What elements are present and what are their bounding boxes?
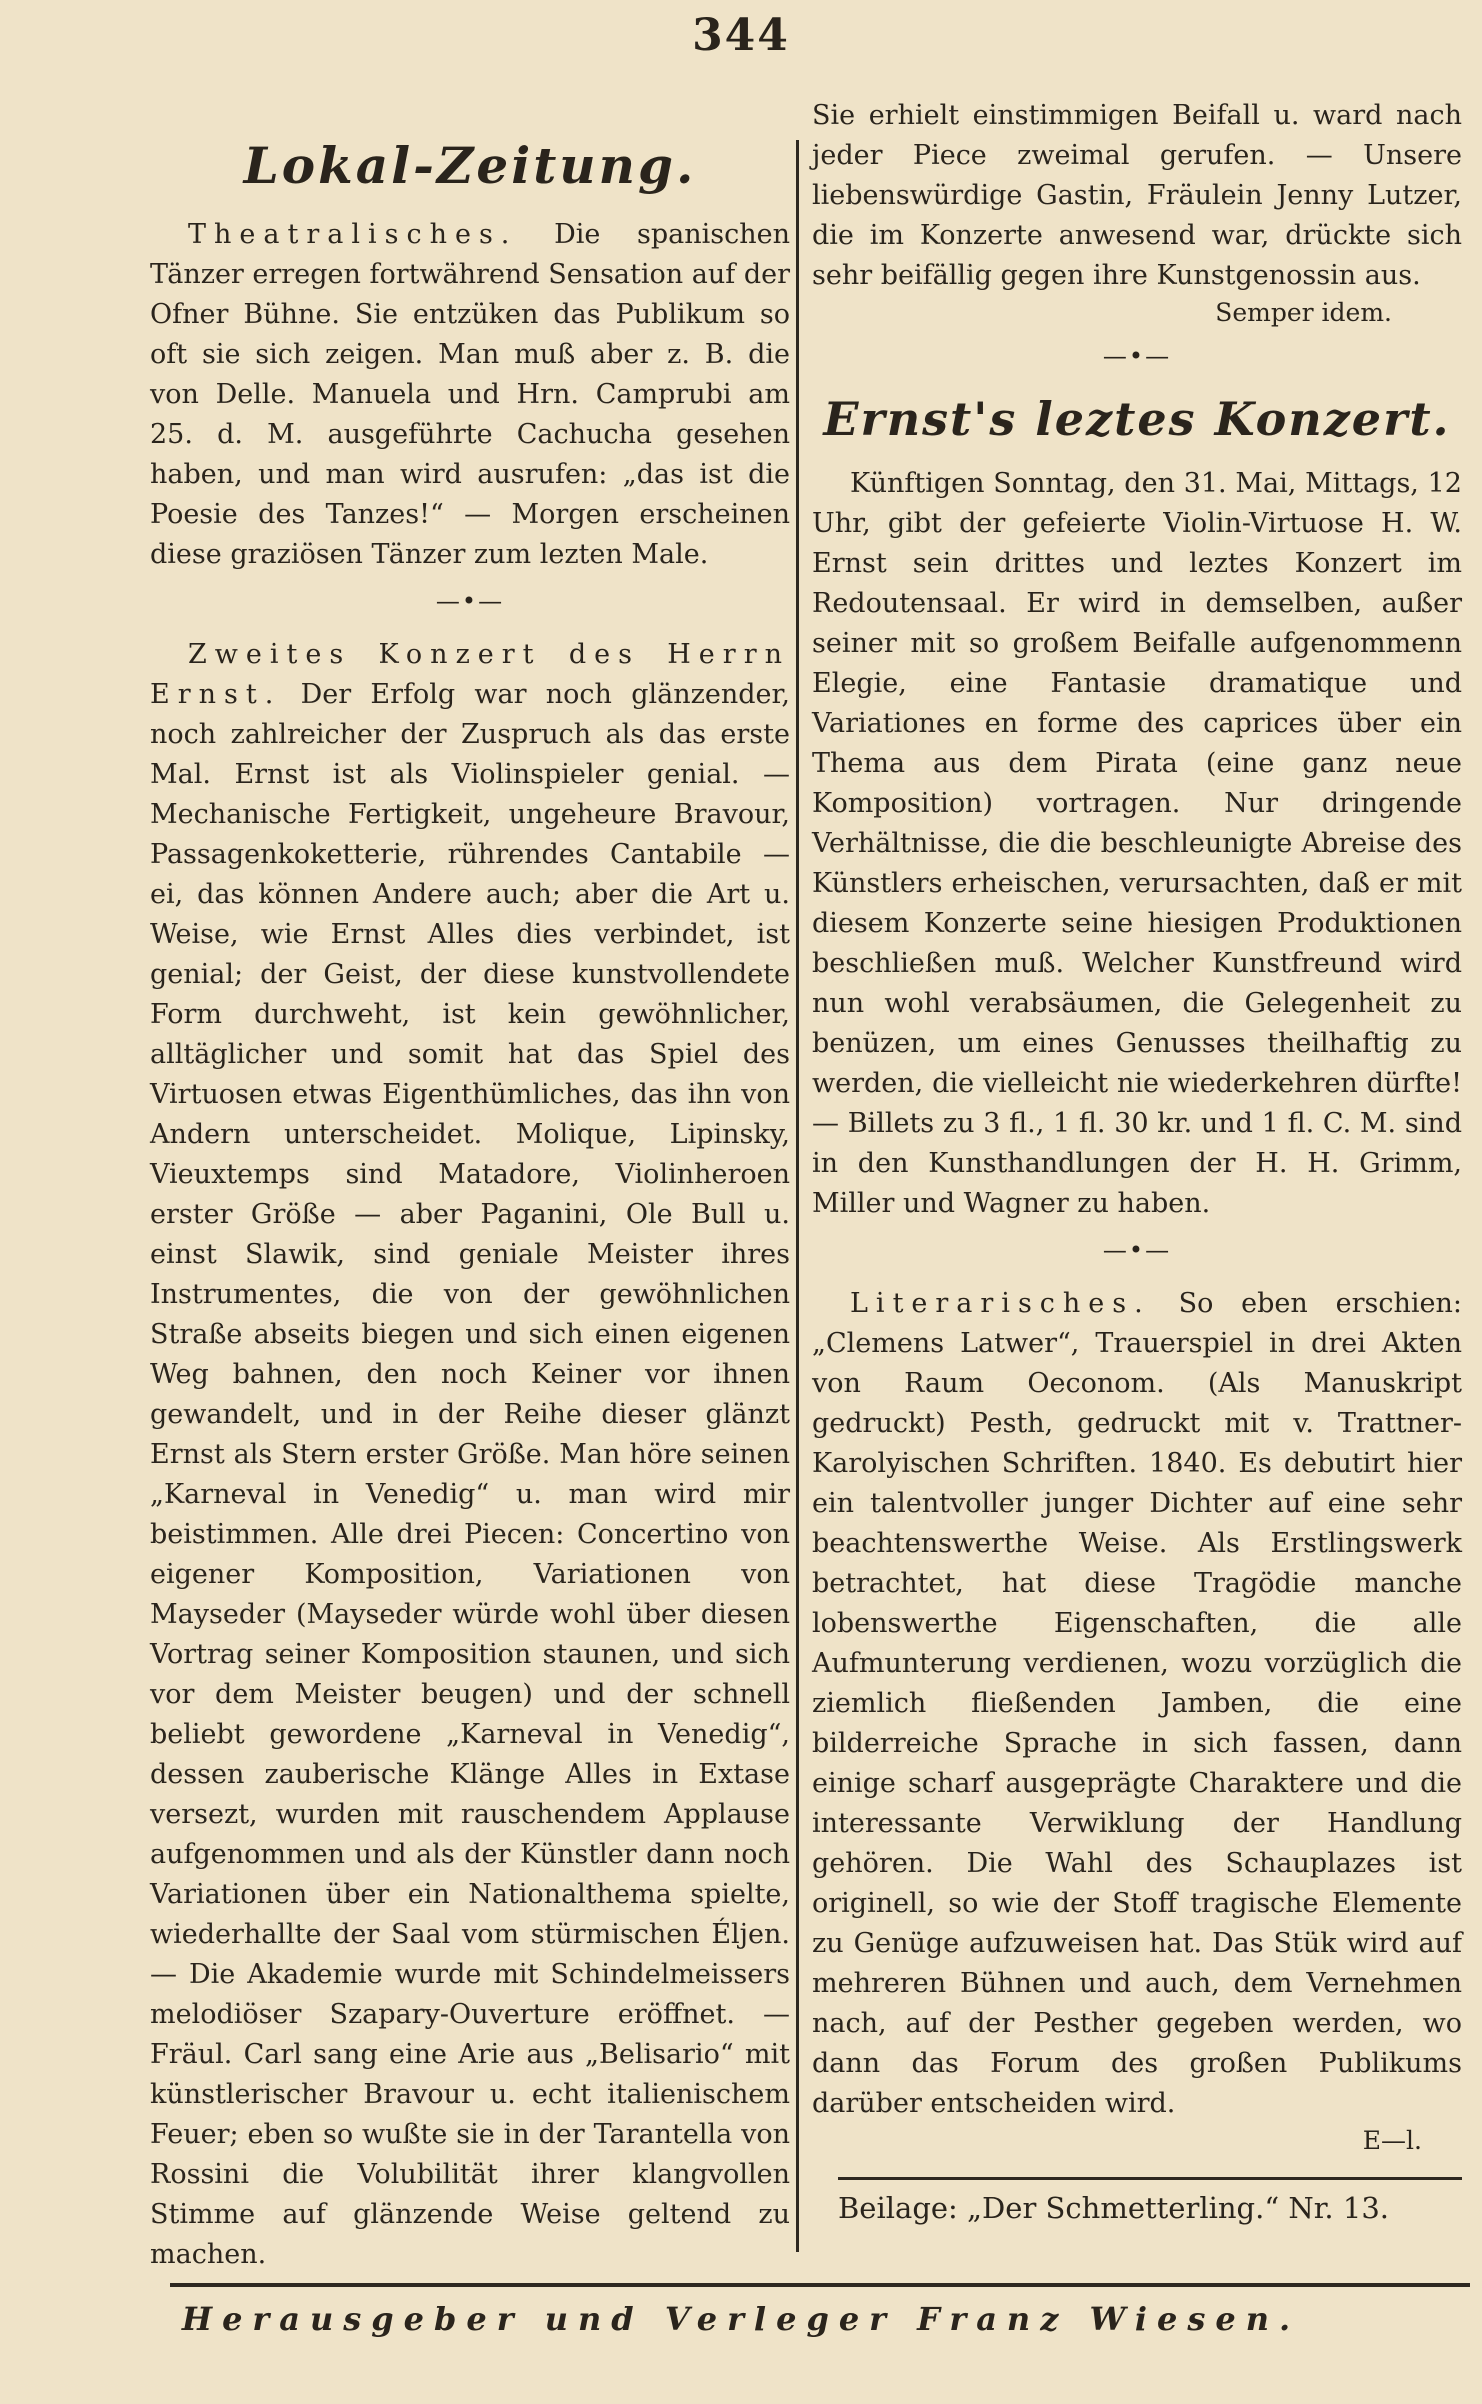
theater-article: [150, 215, 790, 575]
beilage-rule: [838, 2177, 1462, 2180]
theater-lead: Theatralisches.: [188, 219, 518, 250]
ornament-divider: —•—: [1102, 342, 1172, 370]
ornament-divider: —•—: [435, 587, 505, 615]
right-column: [812, 96, 1462, 2158]
page-number: 344: [692, 10, 790, 61]
publisher-line: Herausgeber und Verleger Franz Wiesen.: [181, 2300, 1301, 2338]
ornament-divider: —•—: [1102, 1236, 1172, 1264]
literarisches-lead: Literarisches.: [850, 1288, 1151, 1319]
column-divider: [796, 140, 799, 2252]
literarisches-text: So eben erschien: „Clemens Latwer“, Trauerspiel in drei Akten von Raum Oeconom. (Als Manuskript gedruckt) Pesth, gedruckt mit v. Trattner-Karolyischen Schriften. 1840. Es debutirt hier ein talentvoller junger Dichter auf eine sehr beachtenswerthe Weise. Als Erstlingswerk betrachtet, hat diese Tragödie manche lobenswerthe Eigenschaften, die alle Aufmunterung verdienen, wozu vorzüglich die ziemlich fließenden Jamben, die eine bilderreiche Sprache in sich fassen, dann einige scharf ausgeprägte Charaktere und die interessante Verwiklung der Handlung gehören. Die Wahl des Schauplazes ist originell, so wie der Stoff tragische Elemente zu Genüge aufzuweisen hat. Das Stük wird auf mehreren Bühnen und auch, dem Vernehmen nach, auf der Pesther gegeben werden, wo dann das Forum des großen Publikums darüber entscheiden wird.: [812, 1288, 1462, 2119]
ernst-konzert-article: Künftigen Sonntag, den 31. Mai, Mittags, 12 Uhr, gibt der gefeierte Violin-Virtuose H. W. Ernst sein drittes und leztes Konzert im Redoutensaal. Er wird in demselben, außer seiner mit so großem Beifalle aufgenommenn Elegie, eine Fantasie dramatique und Variationes en forme des caprices über ein Thema aus dem Pirata (eine ganz neue Komposition) vortragen. Nur dringende Verhältnisse, die die beschleunigte Abreise des Künstlers erheischen, verursachten, daß er mit diesem Konzerte seine hiesigen Produktionen beschließen muß. Welcher Kunstfreund wird nun wohl verabsäumen, die Gelegenheit zu benüzen, um eines Genusses theilhaftig zu werden, die vielleicht nie wiederkehren dürfte! — Billets zu 3 fl., 1 fl. 30 kr. und 1 fl. C. M. sind in den Kunsthandlungen der H. H. Grimm, Miller und Wagner zu haben.: [812, 468, 1462, 1219]
konzert-article: [150, 635, 790, 2275]
footer-rule: [170, 2283, 1470, 2287]
theater-text: Die spanischen Tänzer erregen fortwährend Sensation auf der Ofner Bühne. Sie entzüken das Publikum so oft sie sich zeigen. Man muß aber z. B. die von Delle. Manuela und Hrn. Camprubi am 25. d. M. ausgeführte Cachucha gesehen haben, und man wird ausrufen: „das ist die Poesie des Tanzes!“ — Morgen erscheinen diese graziösen Tänzer zum lezten Male.: [150, 219, 790, 570]
konzert-lead: Zweites Konzert des Herrn Ernst.: [150, 639, 790, 710]
continuation-text: Sie erhielt einstimmigen Beifall u. ward nach jeder Piece zweimal gerufen. — Unsere liebenswürdige Gastin, Fräulein Jenny Lutzer, die im Konzerte anwesend war, drückte sich sehr beifällig gegen ihre Kunstgenossin aus.: [812, 100, 1462, 291]
literarisches-article: [812, 1284, 1462, 2124]
headline-ernst-konzert: Ernst's leztes Konzert.: [823, 392, 1451, 446]
left-column: [150, 96, 790, 2275]
signature-semper-idem: Semper idem.: [1215, 298, 1392, 327]
signature-e-l: E—l.: [1362, 2126, 1422, 2155]
konzert-text: Der Erfolg war noch glänzender, noch zahlreicher der Zuspruch als das erste Mal. Ernst ist als Violinspieler genial. — Mechanische Fertigkeit, ungeheure Bravour, Passagenkoketterie, rührendes Cantabile — ei, das können Andere auch; aber die Art u. Weise, wie Ernst Alles dies verbindet, ist genial; der Geist, der diese kunstvollendete Form durchweht, ist kein gewöhnlicher, alltäglicher und somit hat das Spiel des Virtuosen etwas Eigenthümliches, das ihn von Andern unterscheidet. Molique, Lipinsky, Vieuxtemps sind Matadore, Violinheroen erster Größe — aber Paganini, Ole Bull u. einst Slawik, sind geniale Meister ihres Instrumentes, die von der gewöhnlichen Straße abseits biegen und sich einen eigenen Weg bahnen, den noch Keiner vor ihnen gewandelt, und in der Reihe dieser glänzt Ernst als Stern erster Größe. Man höre seinen „Karneval in Venedig“ u. man wird mir beistimmen. Alle drei Piecen: Concertino von eigener Komposition, Variationen von Mayseder (Mayseder würde wohl über diesen Vortrag seiner Komposition staunen, und sich vor dem Meister beugen) und der schnell beliebt gewordene „Karneval in Venedig“, dessen zauberische Klänge Alles in Extase versezt, wurden mit rauschendem Applause aufgenommen und als der Künstler dann noch Variationen über ein Nationalthema spielte, wiederhallte der Saal vom stürmischen Éljen. — Die Akademie wurde mit Schindelmeissers melodiöser Szapary-Ouverture eröffnet. — Fräul. Carl sang eine Arie aus „Belisario“ mit künstlerischer Bravour u. echt italienischem Feuer; eben so wußte sie in der Tarantella von Rossini die Volubilität ihrer klangvollen Stimme auf glänzende Weise geltend zu machen.: [150, 679, 790, 2270]
beilage-note: Beilage: „Der Schmetterling.“ Nr. 13.: [838, 2191, 1389, 2225]
section-title: Lokal-Zeitung.: [243, 136, 697, 195]
